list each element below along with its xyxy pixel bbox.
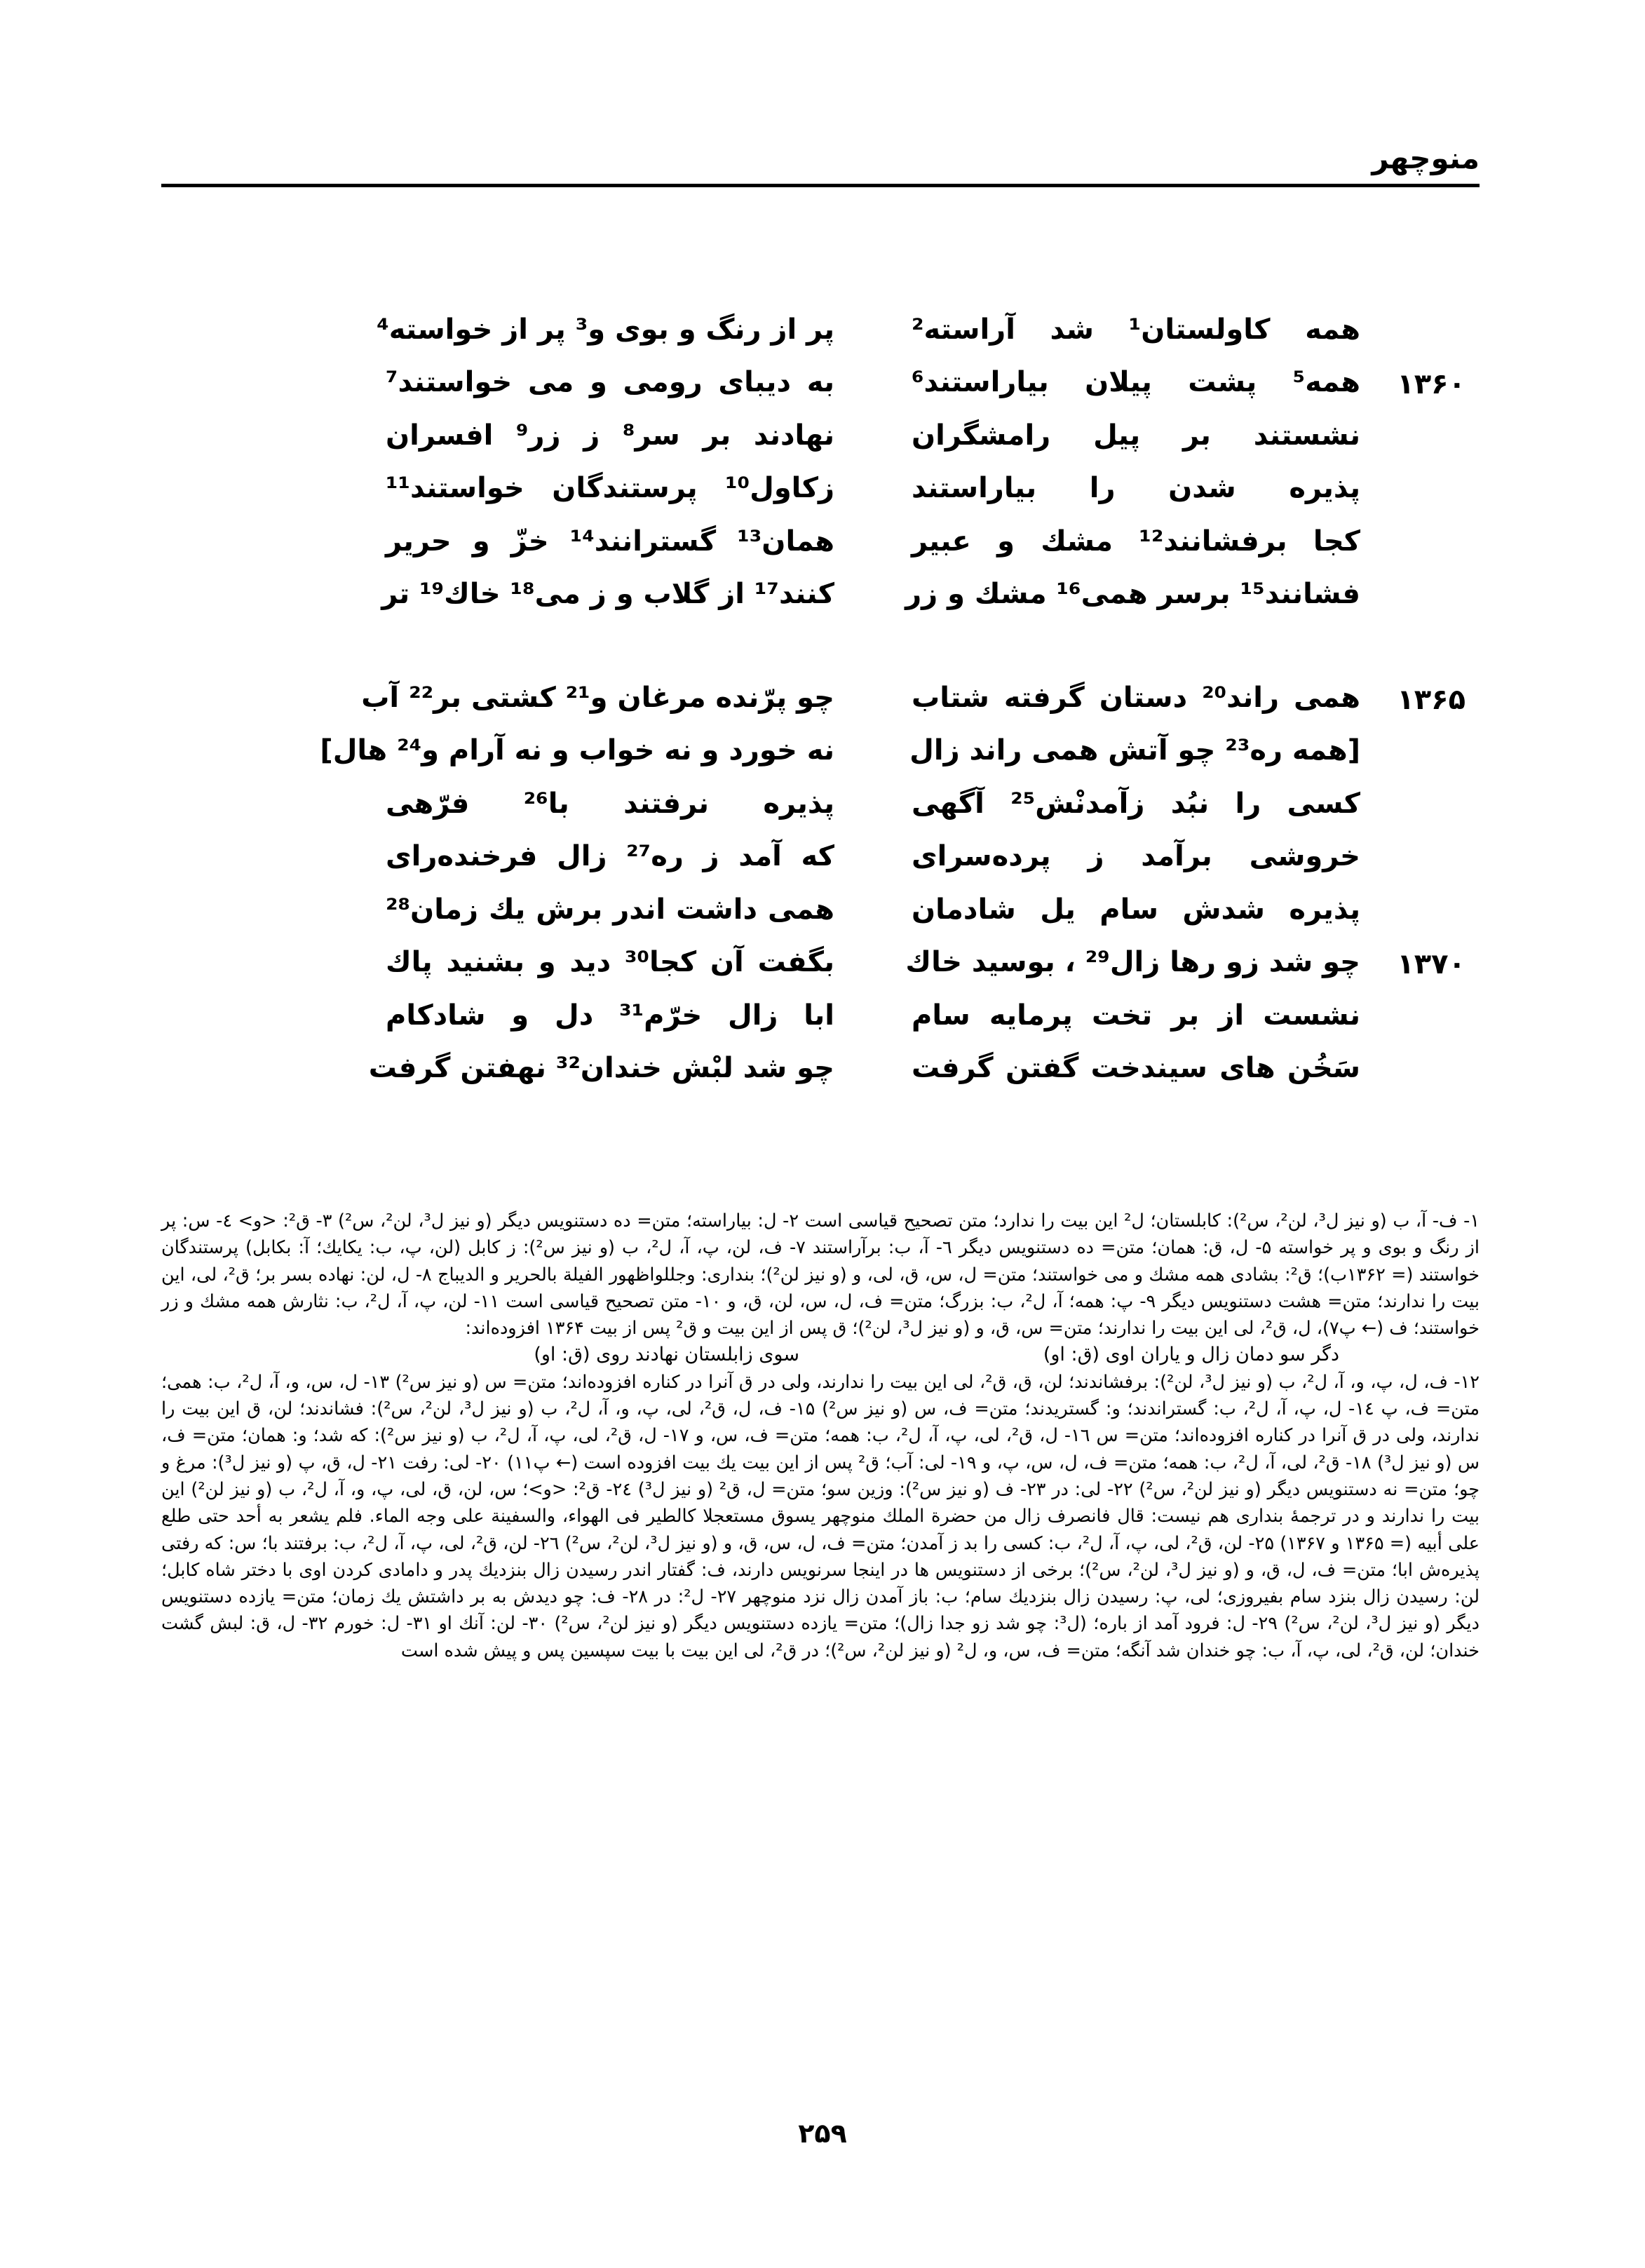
page-header [161, 141, 1480, 179]
couplet [231, 769, 1480, 822]
verse-block [231, 295, 1480, 1137]
couplet [231, 928, 1480, 981]
hemistich-right: فشانند¹⁵ برسر همی¹⁶ مشك و زر [905, 578, 1360, 610]
running-title: منوچهر [1372, 141, 1480, 175]
hemistich-right: نشست از بر تخت پرمایه سام [912, 999, 1360, 1032]
couplet [231, 506, 1480, 560]
line-number: ۱۳۶۰ [1397, 368, 1465, 400]
quote-hemistich-right: دگر سو دمان زال و یاران اوی (ق: او) [1043, 1344, 1339, 1366]
hemistich-left: بگفت آن کجا³⁰ دید و بشنید پاك [386, 946, 834, 978]
line-number: ۱۳۷۰ [1397, 948, 1465, 980]
couplet [231, 295, 1480, 348]
hemistich-left: چو شد لبْش خندان³² نهفتن گرفت [368, 1052, 834, 1084]
hemistich-right: پذیره شدش سام یل شادمان [912, 893, 1360, 926]
couplet [231, 1034, 1480, 1087]
couplet [231, 716, 1480, 769]
hemistich-left: ابا زال خرّم³¹ دل و شادکام [386, 999, 835, 1032]
hemistich-right: پذیره شدن را بیاراستند [912, 472, 1360, 504]
hemistich-right: همه کاولستان¹ شد آراسته² [912, 313, 1361, 346]
stanza-2 [231, 663, 1480, 1086]
hemistich-left: زکاول¹⁰ پرستندگان خواستند¹¹ [386, 472, 834, 504]
hemistich-right: همه⁵ پشت پیلان بیاراستند⁶ [912, 366, 1360, 398]
hemistich-right: چو شد زو رها زال²⁹ ، بوسید خاك [905, 946, 1360, 978]
quote-hemistich-left: سوی زابلستان نهادند روی (ق: او) [534, 1344, 799, 1366]
hemistich-left: همان¹³ گسترانند¹⁴ خزّ و حریر [386, 525, 835, 558]
hemistich-right: خروشی برآمد ز پرده‌سرای [912, 840, 1360, 872]
couplet [231, 822, 1480, 875]
footnotes-12-to-32: ۱۲- ف، ل، پ، و، آ، ل²، ب (و نیز ل³، لن²): برفشاندند؛ لن، ق، ق²، لی این بیت را ندارند، ولی در ق آنرا در کناره افزوده‌اند؛ متن= س (و نیز س²) ۱۳- ل، س، و، آ، ل²، ب: همی؛ متن= ف، پ ١٤- ل، پ، آ، ل²، ب: گستراندند؛ و: گستریدند؛ متن= ف، س (و نیز س²) ۱۵- ف، ل، ق²، لی، پ، و، آ، ل²، ب (و نیز ل³، لن²، س²): فشاندند؛ لن، ق این بیت را ندارند، ولی در ق آنرا در کناره افزوده‌اند؛ متن= س ١٦- ل، ق²، لی، پ، آ، ل²، ب: همه؛ متن= ف، س، و ۱۷- ل، ق²، لی، پ، آ، ل²، ب (و نیز س²): که شد؛ و: همان؛ متن= ف، س (و نیز ل³) ۱۸- ق²، لی، آ، ل²، ب: همه؛ متن= ف، ل، س، پ، و ۱۹- لی: آب؛ ق² پس از این بیت یك بیت افزوده است (← پ۱۱) ۲۰- لی: رفت ۲۱- ل، ق، پ (و نیز ل³): مرغ و چو؛ متن= نه دستنویس دیگر (و نیز لن²، س²) ۲۲- لی: در ۲۳- ف (و نیز س²): وزین سو؛ متن= ل، ق² (و نیز ل³) ٢٤- ق²: <و>؛ س، لن، ق، لی، پ، و، آ، ل²، ب (و نیز لن²) این بیت را ندارند و در ترجمهٔ بنداری هم نیست: قال فانصرف زال من حضرة الملك منوچهر یسوق مستعجلا کالطیر فی الهواء، والسفینة علی وجه الماء. فلم یشعر به أحد حتی طلع علی أبیه (= ۱۳۶۵ و ۱۳۶۷) ۲۵- لن، ق²، لی، پ، آ، ل²، ب: کسی را بد ز آمدن؛ متن= ف، ل، س، ق، و (و نیز ل³، لن²، س²) ٢٦- لن، ق²، لی، پ، آ، ل²، ب: برفتند با؛ س: که رفتی پذیره‌ش ابا؛ متن= ف، ل، ق، و (و نیز ل³، لن²، س²)؛ برخی از دستنویس ها در اینجا سرنویس دارند، ف: گفتار اندر رسیدن زال بنزدیك پدر و دامادی کردن اوی با دختر شاه کابل؛ لن: رسیدن زال بنزد سام بفیروزی؛ لی، پ: رسیدن زال بنزدیك سام؛ ب: باز آمدن زال نزد منوچهر ۲۷- ل²: در ۲۸- ف: چو دیدش به بر داشتش یك زمان؛ متن= یازده دستنویس دیگر (و نیز ل³، لن²، س²) ۲۹- ل: فرود آمد از باره؛ (ل³: چو شد زو جدا زال)؛ متن= یازده دستنویس دیگر (و نیز لن²، س²) ۳۰- لن: آنك او ۳۱- ل: خورم ۳۲- ل، ق: لبش گشت خندان؛ لن، ق²، لی، پ، آ، ب: چو خندان شد آنگه؛ متن= ف، س، و، ل² (و نیز لن²، س²)؛ در ق²، لی این بیت با بیت سپسین پس و پیش شده است [161, 1371, 1480, 1661]
hemistich-left: نه خورد و نه خواب و نه آرام و²⁴ هال] [320, 734, 834, 767]
hemistich-left: که آمد ز ره²⁷ زال فرخنده‌رای [386, 840, 834, 872]
footnotes-1-to-11: ۱- ف- آ، ب (و نیز ل³، لن²، س²): کابلستان؛ ل² این بیت را ندارد؛ متن تصحیح قیاسی است ۲- ل: بیاراسته؛ متن= ده دستنویس دیگر (و نیز ل³، لن²، س²) ۳- ق²: <و> ٤- س: پر از رنگ و بوی و پر خواسته ۵- ل، ق: همان؛ متن= ده دستنویس دیگر ٦- آ، ب: برآراستند ۷- ف، لن، پ، آ، ل²، ب (و نیز س²): ز کابل (لن، پ، ب: یکایك؛ آ: بکابل) پرستندگان خواستند (= ۱۳۶۲ب)؛ ق²: بشادی همه مشك و می خواستند؛ متن= ل، س، ق، لی، و (و نیز لن²)؛ بنداری: وجللواظهور الفیلة بالحریر و الدیباج ۸- ل، لن: نهاده بسر بر؛ ق²، لی، این بیت را ندارند؛ متن= هشت دستنویس دیگر ۹- پ: همه؛ آ، ل²، ب: بزرگ؛ متن= ف، ل، س، لن، ق، و ۱۰- متن تصحیح قیاسی است ۱۱- لن، پ، آ، ل²، ب: نثارش همه مشك و زر خواستند؛ ف (← پ۷)، ل، ق²، لی این بیت را ندارند؛ متن= س، ق، و (و نیز ل³، لن²)؛ ق پس از این بیت و ق² پس از بیت ۱۳۶۴ افزوده‌اند: [161, 1210, 1480, 1339]
hemistich-right: کسی را نبُد زآمدنْش²⁵ آگهی [912, 787, 1360, 820]
hemistich-right: نشستند بر پیل رامشگران [912, 419, 1360, 452]
couplet [231, 875, 1480, 928]
couplet [231, 400, 1480, 454]
hemistich-right: [همه ره²³ چو آتش همی راند زال [909, 734, 1360, 767]
line-number: ۱۳۶۵ [1397, 683, 1465, 716]
couplet [231, 560, 1480, 613]
couplet [231, 980, 1480, 1034]
hemistich-right: کجا برفشانند¹² مشك و عبیر [912, 525, 1361, 558]
hemistich-left: چو پرّنده مرغان و²¹ کشتی بر²² آب [361, 681, 834, 714]
hemistich-left: همی داشت اندر برش یك زمان²⁸ [386, 893, 834, 926]
hemistich-right: همی راند²⁰ دستان گرفته شتاب [912, 681, 1360, 714]
couplet [231, 348, 1480, 401]
hemistich-left: به دیبای رومی و می خواستند⁷ [386, 366, 834, 398]
couplet [231, 454, 1480, 507]
hemistich-left: پر از رنگ و بوی و³ پر از خواسته⁴ [377, 313, 834, 346]
couplet [231, 663, 1480, 716]
hemistich-left: نهادند بر سر⁸ ز زر⁹ افسران [386, 419, 835, 452]
page-number: ۲۵۹ [798, 2118, 847, 2149]
hemistich-left: کنند¹⁷ از گلاب و ز می¹⁸ خاك¹⁹ تر [381, 578, 834, 610]
header-rule [161, 184, 1480, 187]
quoted-interpolated-couplet [161, 1342, 1480, 1368]
hemistich-left: پذیره نرفتند با²⁶ فرّهی [386, 787, 834, 820]
hemistich-right: سَخُن های سیندخت گفتن گرفت [912, 1052, 1360, 1084]
critical-apparatus [161, 1208, 1480, 1664]
stanza-1 [231, 295, 1480, 612]
